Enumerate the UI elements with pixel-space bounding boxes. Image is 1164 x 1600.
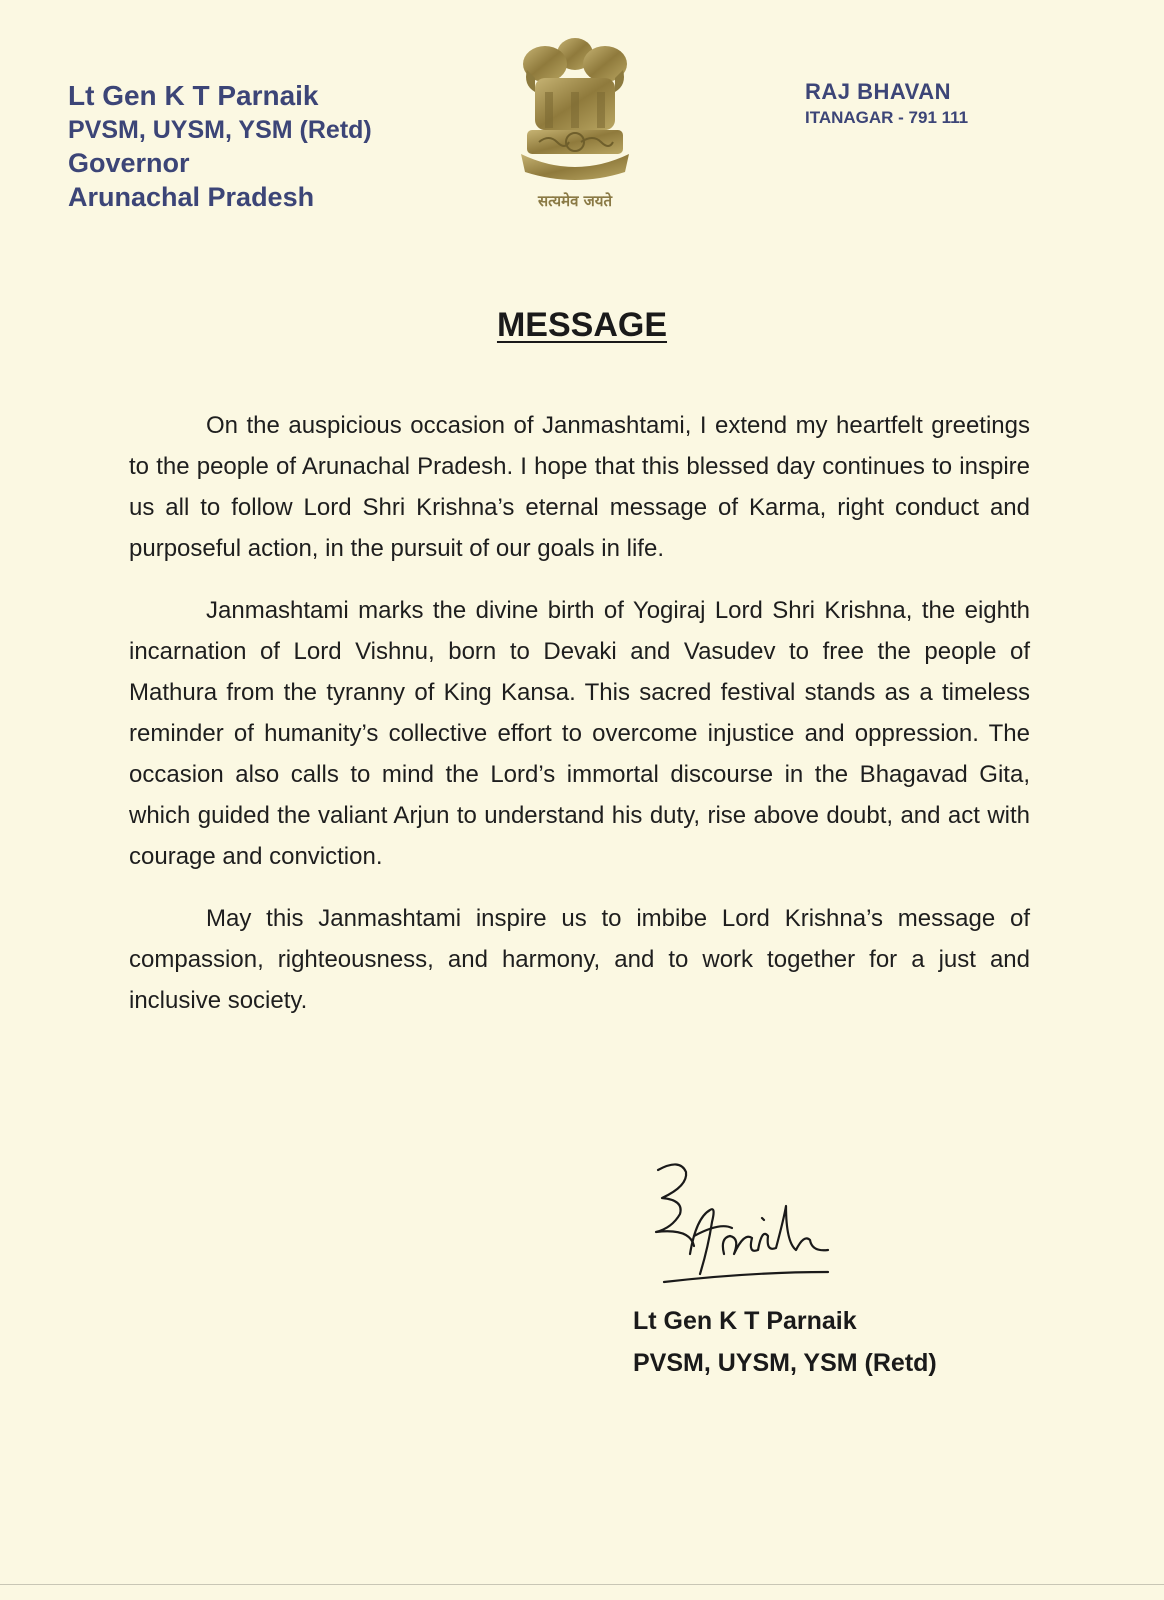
message-title-text: MESSAGE <box>496 306 668 344</box>
message-title <box>0 306 1164 345</box>
state-emblem <box>505 30 645 220</box>
office-letterhead <box>805 78 968 129</box>
paragraph-3: May this Janmashtami inspire us to imbibe Lord Krishna’s message of compassion, righteousness, and harmony, and to work together for a just and inclusive society. <box>129 905 1030 1014</box>
emblem-motto: सत्यमेव जयते <box>537 192 613 210</box>
signatory-honours: PVSM, UYSM, YSM (Retd) <box>633 1349 937 1377</box>
paragraph-2: Janmashtami marks the divine birth of Yogiraj Lord Shri Krishna, the eighth incarnation of Lord Vishnu, born to Devaki and Vasudev to free the people of Mathura from the tyranny of King Kansa. This sacred festival stands as a timeless reminder of humanity’s collective effort to overcome injustice and oppression. The occasion also calls to mind the Lord’s immortal discourse in the Bhagavad Gita, which guided the valiant Arjun to understand his duty, rise above doubt, and act with courage and conviction. <box>129 597 1030 870</box>
sender-letterhead <box>68 78 372 215</box>
signature-block <box>633 1300 937 1384</box>
signatory-name: Lt Gen K T Parnaik <box>633 1307 857 1335</box>
office-address: ITANAGAR - 791 111 <box>805 107 969 127</box>
sender-name: Lt Gen K T Parnaik <box>68 80 319 111</box>
paragraph-1: On the auspicious occasion of Janmashtami, I extend my heartfelt greetings to the people of Arunachal Pradesh. I hope that this blessed day continues to inspire us all to follow Lord Shri Krishna’s eternal message of Karma, right conduct and purposeful action, in the pursuit of our goals in life. <box>129 412 1030 562</box>
sender-state: Arunachal Pradesh <box>68 182 315 213</box>
page-edge-divider <box>0 1584 1164 1585</box>
signature-icon <box>650 1158 850 1298</box>
message-body <box>129 405 1030 1042</box>
sender-honours: PVSM, UYSM, YSM (Retd) <box>68 115 372 144</box>
office-name: RAJ BHAVAN <box>805 79 951 104</box>
lion-capital-emblem-icon <box>505 30 645 220</box>
handwritten-signature <box>650 1158 850 1298</box>
sender-designation: Governor <box>68 147 190 178</box>
